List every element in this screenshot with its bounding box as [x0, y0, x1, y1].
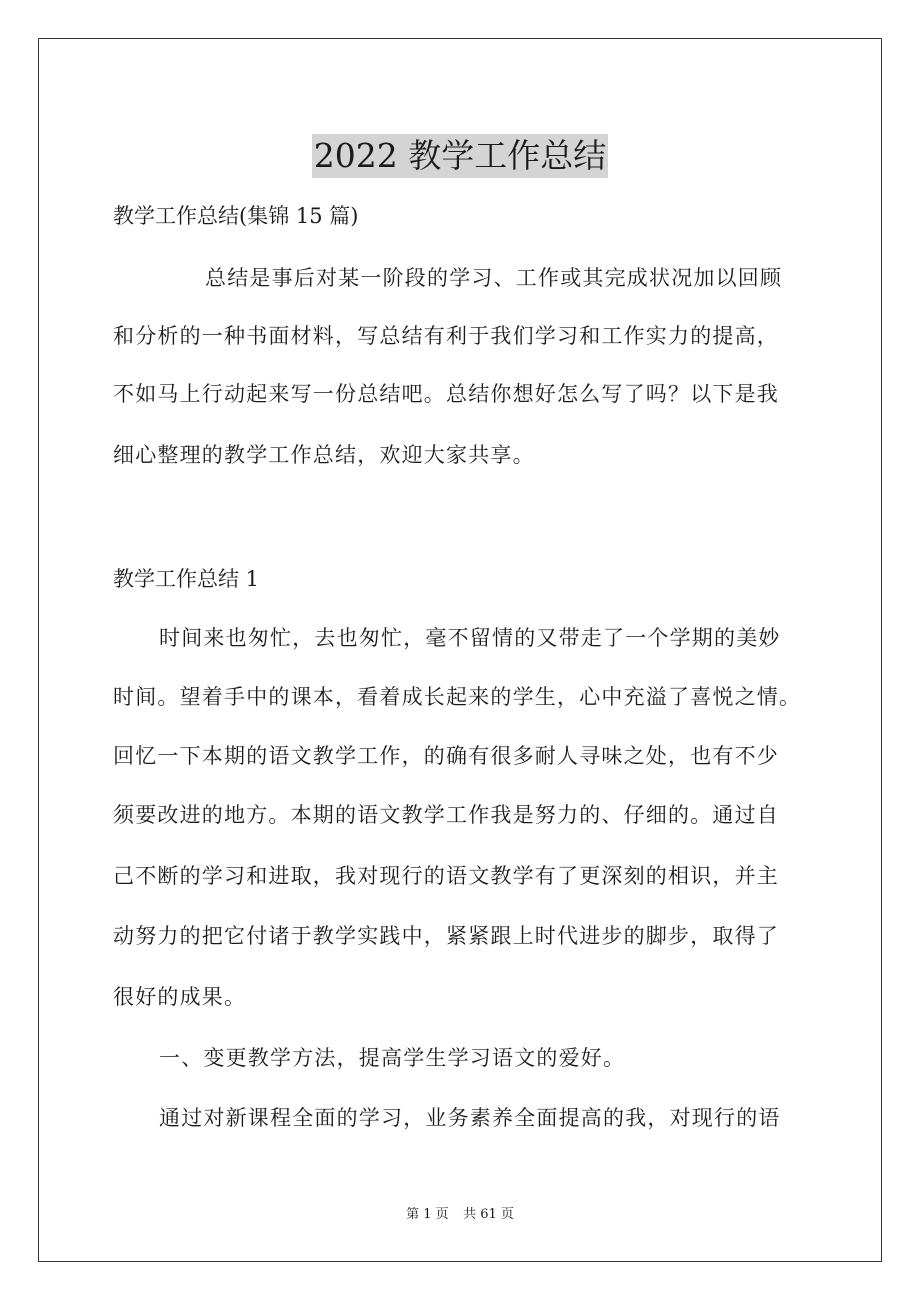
page-footer: [0, 1206, 920, 1224]
body-line: 通过对新课程全面的学习，业务素养全面提高的我，对现行的语: [159, 1106, 781, 1130]
intro-line: 不如马上行动起来写一份总结吧。总结你想好怎么写了吗？以下是我: [113, 382, 779, 406]
body-line: 时间。望着手中的课本，看着成长起来的学生，心中充溢了喜悦之情。: [113, 685, 802, 709]
body-line: 己不断的学习和进取，我对现行的语文教学有了更深刻的相识，并主: [113, 864, 779, 888]
page-number: 第 1 页: [406, 1207, 449, 1222]
document-subtitle: 教学工作总结(集锦 15 篇): [113, 204, 359, 228]
body-line: 很好的成果。: [113, 985, 247, 1009]
body-line-point-heading: 一、变更教学方法，提高学生学习语文的爱好。: [159, 1046, 626, 1070]
document-title: 2022 教学工作总结: [312, 134, 608, 178]
body-line: 动努力的把它付诸于教学实践中，紧紧跟上时代进步的脚步，取得了: [113, 924, 779, 948]
intro-line: 细心整理的教学工作总结，欢迎大家共享。: [113, 443, 535, 467]
page-total: 共 61 页: [463, 1207, 514, 1222]
title-container: [0, 112, 920, 200]
body-line: 时间来也匆忙，去也匆忙，毫不留情的又带走了一个学期的美妙: [159, 626, 781, 650]
section-heading: 教学工作总结 1: [113, 567, 260, 591]
intro-line: 总结是事后对某一阶段的学习、工作或其完成状况加以回顾: [205, 266, 783, 290]
body-line: 须要改进的地方。本期的语文教学工作我是努力的、仔细的。通过自: [113, 803, 779, 827]
body-line: 回忆一下本期的语文教学工作，的确有很多耐人寻味之处，也有不少: [113, 744, 779, 768]
intro-line: 和分析的一种书面材料，写总结有利于我们学习和工作实力的提高，: [113, 324, 779, 348]
